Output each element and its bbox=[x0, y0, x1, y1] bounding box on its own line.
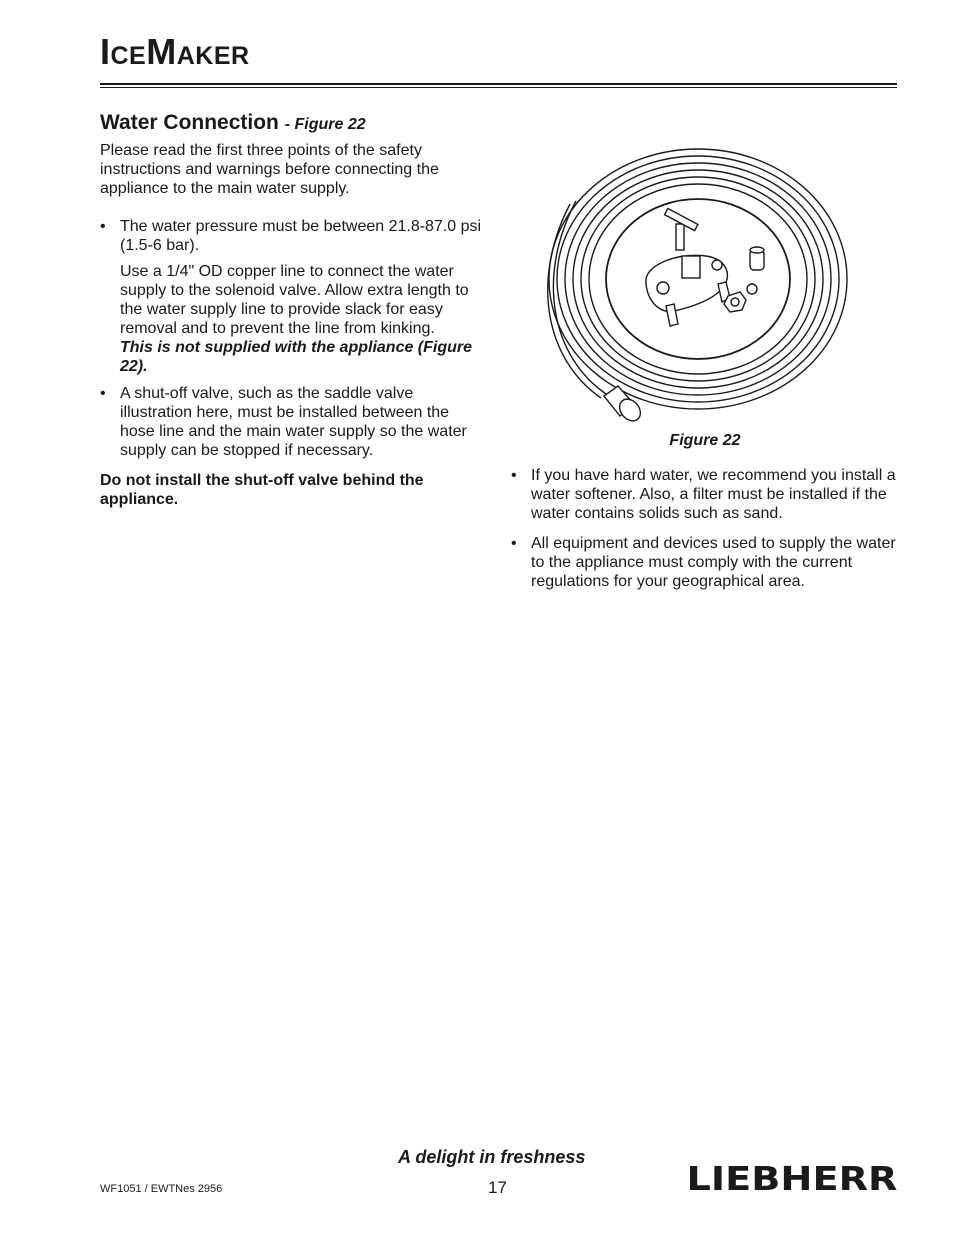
document-code: WF1051 / EWTNes 2956 bbox=[100, 1183, 223, 1195]
bullet-dot: • bbox=[100, 385, 106, 402]
right-column bbox=[511, 466, 901, 591]
figure-caption: Figure 22 bbox=[669, 432, 741, 449]
bullet-hard-water bbox=[511, 466, 901, 523]
coiled-copper-line-with-saddle-valve-icon bbox=[546, 146, 850, 430]
liebherr-logo-icon bbox=[686, 1160, 899, 1194]
copper-line-text: Use a 1/4" OD copper line to connect the water supply to the solenoid valve. Allow extra length to the water supply line to provide slack for easy removal and to prevent the line from kinking. bbox=[120, 263, 469, 337]
left-column bbox=[100, 111, 485, 509]
page-title: IceMaker bbox=[100, 31, 250, 72]
brand-wordmark: LIEBHERR bbox=[686, 1160, 898, 1194]
not-supplied-note: This is not supplied with the appliance (Figure 22). bbox=[120, 339, 473, 375]
bullet-dot: • bbox=[511, 535, 517, 552]
bullet-pressure bbox=[100, 217, 485, 255]
bullet-text: If you have hard water, we recommend you install a water softener. Also, a filter must be installed if the water contains solids such as sand. bbox=[531, 467, 896, 522]
bullet-text: A shut-off valve, such as the saddle valve illustration here, must be installed between the hose line and the main water supply so the water supply can be stopped if necessary. bbox=[120, 385, 467, 459]
bullet-text: All equipment and devices used to supply the water to the appliance must comply with the current regulations for your geographical area. bbox=[531, 535, 896, 590]
page-number: 17 bbox=[488, 1178, 507, 1197]
intro-paragraph: Please read the first three points of the safety instructions and warnings before connecting the appliance to the main water supply. bbox=[100, 142, 439, 197]
header-rule-thin bbox=[100, 87, 897, 88]
bullet-shutoff bbox=[100, 384, 485, 460]
bullet-dot: • bbox=[100, 218, 106, 235]
brand-tagline: A delight in freshness bbox=[398, 1147, 586, 1167]
figure-reference: - Figure 22 bbox=[284, 116, 366, 133]
copper-line-paragraph bbox=[100, 262, 485, 376]
header-rule bbox=[100, 83, 897, 85]
section-heading bbox=[100, 111, 485, 137]
shutoff-warning: Do not install the shut-off valve behind the appliance. bbox=[100, 472, 424, 508]
bullet-regulations bbox=[511, 534, 901, 591]
bullet-text: The water pressure must be between 21.8-87.0 psi (1.5-6 bar). bbox=[120, 218, 482, 254]
section-title: Water Connection bbox=[100, 111, 279, 134]
bullet-dot: • bbox=[511, 467, 517, 484]
